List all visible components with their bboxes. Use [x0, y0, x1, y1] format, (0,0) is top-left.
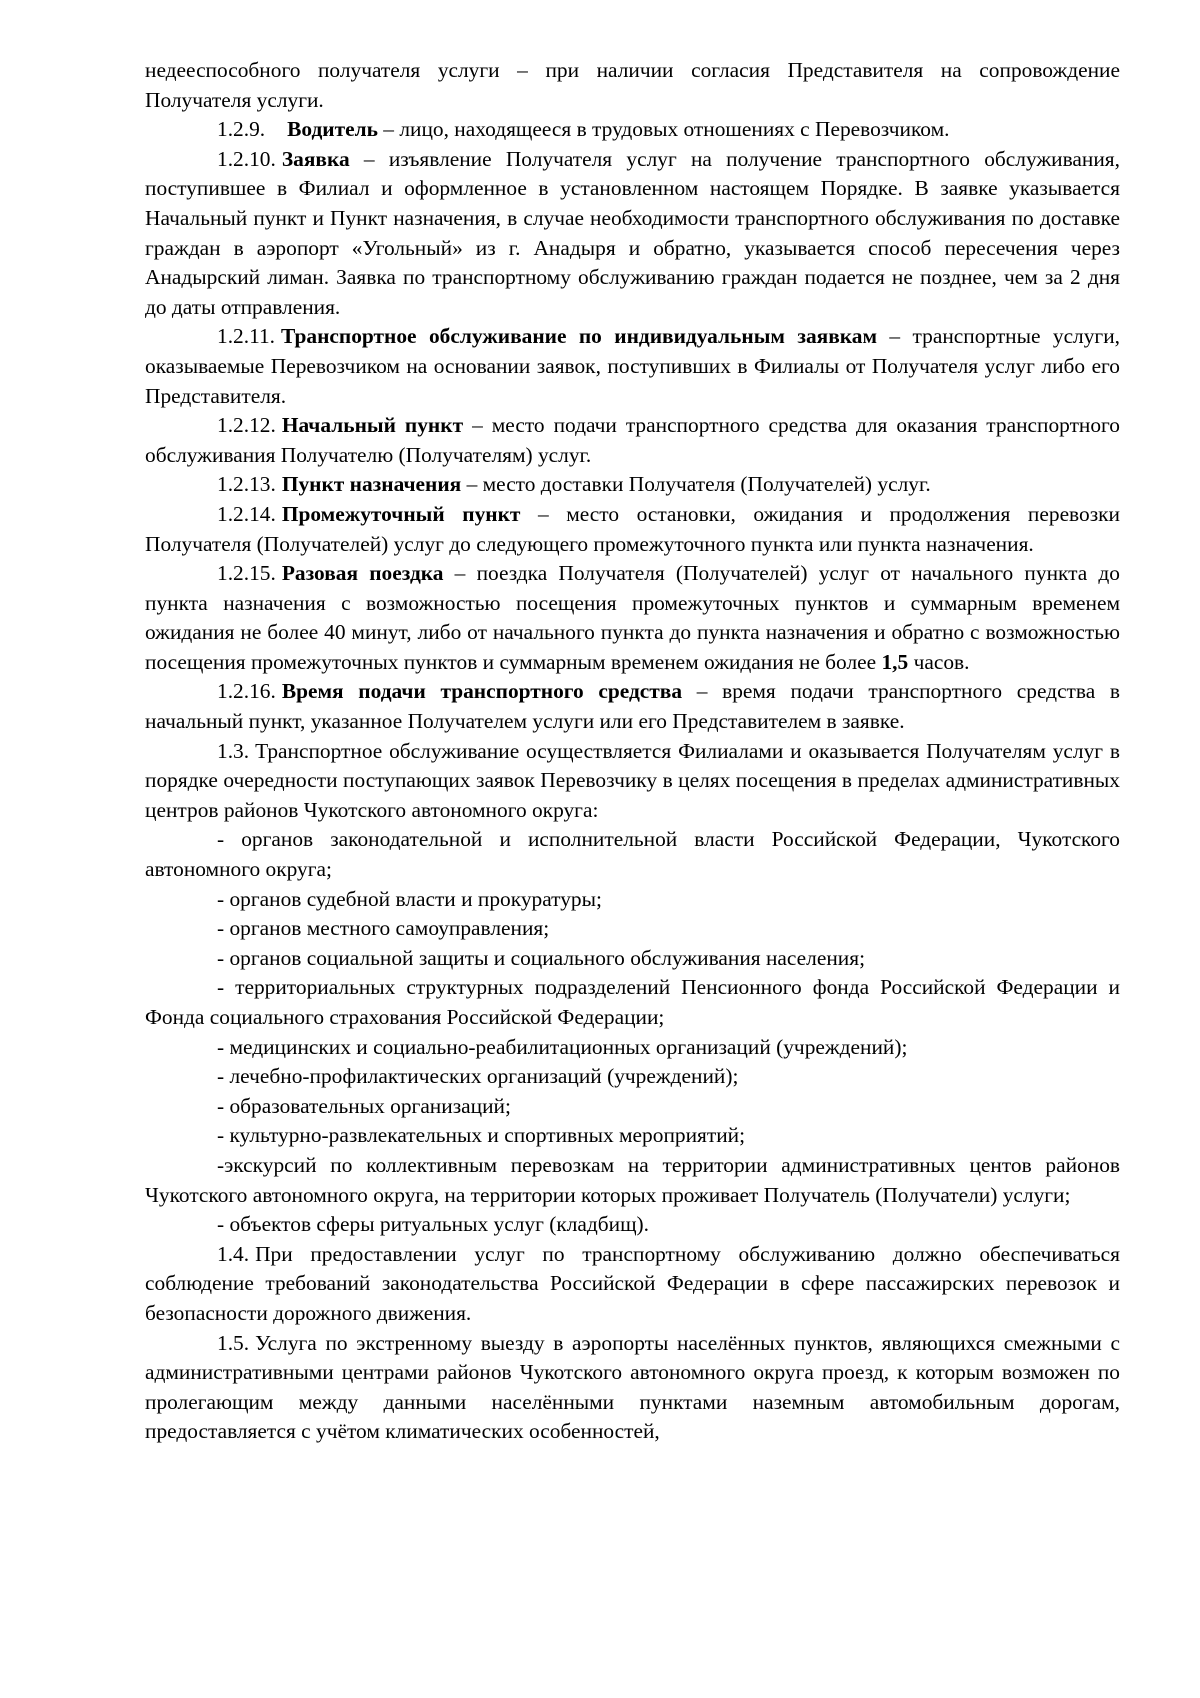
list-item [145, 1092, 1120, 1122]
clause-number: 1.3. [217, 738, 250, 763]
list-item-text: - объектов сферы ритуальных услуг (кладбищ). [217, 1212, 650, 1237]
list-item-text: - органов законодательной и исполнительной власти Российской Федерации, Чукотского автономного округа; [145, 827, 1120, 882]
paragraph-text: – поездка Получателя (Получателей) услуг от начального пункта до пункта назначения с возможностью посещения промежуточных пунктов и суммарным временем ожидания не более 40 минут, либо от начального пункта до пункта назначения и обратно с возможностью посещения промежуточных пунктов и суммарным временем ожидания не более [145, 561, 1120, 674]
list-item [145, 1062, 1120, 1092]
paragraph-text: – время подачи транспортного средства в начальный пункт, указанное Получателем услуги или его Представителем в заявке. [145, 679, 1121, 734]
clause-number: 1.2.14. [217, 501, 276, 526]
clause-term: Время подачи транспортного средства [281, 679, 683, 704]
paragraph-1-2-15 [145, 559, 1120, 677]
paragraph-1-2-14 [145, 500, 1120, 559]
list-item-text: - медицинских и социально-реабилитационных организаций (учреждений); [217, 1034, 908, 1059]
paragraph-text: – изъявление Получателя услуг на получение транспортного обслуживания, поступившее в Филиал и оформленное в установленном настоящем Порядке. В заявке указывается Начальный пункт и Пункт назначения, в случае необходимости транспортного обслуживания по доставке граждан в аэропорт «Угольный» из г. Анадыря и обратно, указывается способ пересечения через Анадырский лиман. Заявка по транспортному обслуживанию граждан подается не позднее, чем за 2 дня до даты отправления. [145, 146, 1120, 319]
list-item-text: - органов местного самоуправления; [217, 916, 550, 941]
paragraph-text: – лицо, находящееся в трудовых отношениях с Перевозчиком. [377, 117, 950, 142]
list-item [145, 885, 1120, 915]
paragraph-continuation [145, 56, 1120, 115]
list-item [145, 1033, 1120, 1063]
paragraph-text: – место доставки Получателя (Получателей) услуг. [461, 472, 931, 497]
paragraph-1-2-10 [145, 145, 1120, 323]
paragraph-1-5 [145, 1329, 1120, 1447]
paragraph-text: – место подачи транспортного средства для оказания транспортного обслуживания Получателю (Получателям) услуг. [145, 413, 1120, 467]
list-item-text: - лечебно-профилактических организаций (учреждений); [217, 1064, 739, 1089]
list-item-text: -экскурсий по коллективным перевозкам на территории административных центов районов Чукотского автономного округа, на территории которых проживает Получатель (Получатели) услуги; [145, 1152, 1120, 1207]
clause-term: Водитель [287, 117, 378, 142]
list-item-text: - органов судебной власти и прокуратуры; [217, 886, 602, 911]
paragraph-text: недееспособного получателя услуги – при наличии согласия Представителя на сопровождение Получателя услуги. [145, 58, 1120, 112]
document-page [145, 56, 1120, 1447]
paragraph-1-2-12 [145, 411, 1120, 470]
paragraph-1-2-9 [145, 115, 1120, 145]
list-item-text: - образовательных организаций; [217, 1093, 511, 1118]
clause-number: 1.5. [217, 1330, 250, 1355]
highlighted-value: 1,5 [881, 649, 909, 674]
list-item [145, 914, 1120, 944]
list-item [145, 1210, 1120, 1240]
list-item-text: - культурно-развлекательных и спортивных мероприятий; [217, 1123, 746, 1148]
list-item [145, 944, 1120, 974]
paragraph-1-4 [145, 1240, 1120, 1329]
paragraph-text: При предоставлении услуг по транспортному обслуживанию должно обеспечиваться соблюдение требований законодательства Российской Федерации в сфере пассажирских перевозок и безопасности дорожного движения. [145, 1241, 1120, 1325]
clause-term: Транспортное обслуживание по индивидуальным заявкам [281, 324, 878, 349]
clause-number: 1.4. [217, 1241, 250, 1266]
paragraph-1-2-11 [145, 322, 1120, 411]
list-item-text: - органов социальной защиты и социального обслуживания населения; [217, 945, 866, 970]
clause-number: 1.2.10. [217, 146, 276, 171]
paragraph-text: – место остановки, ожидания и продолжения перевозки Получателя (Получателей) услуг до следующего промежуточного пункта или пункта назначения. [145, 501, 1120, 556]
list-item [145, 973, 1120, 1032]
clause-number: 1.2.13. [217, 472, 276, 497]
list-item [145, 825, 1120, 884]
paragraph-text-tail: часов. [908, 649, 970, 674]
clause-term: Начальный пункт [281, 413, 464, 438]
clause-term: Разовая поездка [281, 561, 444, 586]
clause-number: 1.2.9. [217, 117, 266, 142]
clause-number: 1.2.11. [217, 324, 276, 349]
paragraph-text: – транспортные услуги, оказываемые Перевозчиком на основании заявок, поступивших в Филиалы от Получателя услуг либо его Представителя. [145, 324, 1120, 408]
clause-number: 1.2.12. [217, 413, 276, 438]
clause-term: Пункт назначения [281, 472, 462, 497]
clause-term: Заявка [281, 146, 350, 171]
list-item [145, 1121, 1120, 1151]
clause-number: 1.2.15. [217, 561, 276, 586]
paragraph-1-3 [145, 737, 1120, 826]
list-item [145, 1151, 1120, 1210]
paragraph-1-2-13 [145, 470, 1120, 500]
list-item-text: - территориальных структурных подразделений Пенсионного фонда Российской Федерации и Фонда социального страхования Российской Федерации; [145, 975, 1120, 1029]
clause-term: Промежуточный пункт [281, 501, 521, 526]
paragraph-text: Услуга по экстренному выезду в аэропорты населённых пунктов, являющихся смежными с административными центрами районов Чукотского автономного округа проезд, к которым возможен по пролегающим между данными населёнными пунктами наземным автомобильным дорогам, предоставляется с учётом климатических особенностей, [145, 1330, 1120, 1444]
paragraph-1-2-16 [145, 677, 1120, 736]
paragraph-text: Транспортное обслуживание осуществляется Филиалами и оказывается Получателям услуг в порядке очередности поступающих заявок Перевозчику в целях посещения в пределах административных центров районов Чукотского автономного округа: [145, 738, 1120, 822]
clause-number: 1.2.16. [217, 679, 276, 704]
